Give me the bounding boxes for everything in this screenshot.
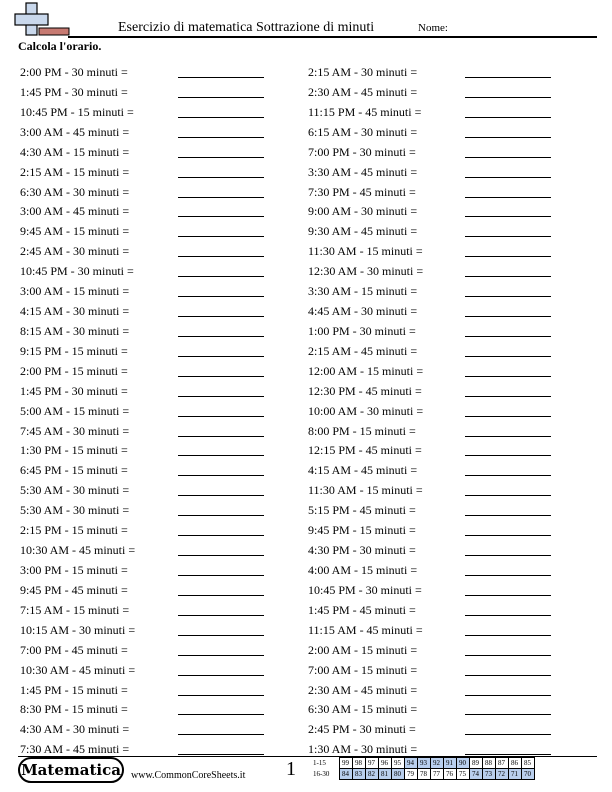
answer-line[interactable]: [465, 216, 551, 217]
problem-text: 9:45 AM - 15 minuti =: [20, 224, 130, 239]
answer-line[interactable]: [465, 137, 551, 138]
answer-key-row: [313, 769, 534, 780]
answer-line[interactable]: [465, 157, 551, 158]
answer-line[interactable]: [465, 734, 551, 735]
problem-text: 11:30 AM - 15 minuti =: [308, 244, 423, 259]
answer-line[interactable]: [178, 734, 264, 735]
answer-line[interactable]: [178, 276, 264, 277]
answer-key-score: 98: [352, 758, 365, 769]
problem-text: 2:45 PM - 30 minuti =: [308, 722, 416, 737]
answer-line[interactable]: [178, 137, 264, 138]
answer-line[interactable]: [178, 695, 264, 696]
answer-key-range: 16-30: [313, 770, 330, 778]
problem-text: 9:45 PM - 45 minuti =: [20, 582, 128, 597]
answer-line[interactable]: [465, 77, 551, 78]
answer-line[interactable]: [465, 296, 551, 297]
plus-minus-logo-icon: [14, 2, 70, 36]
answer-line[interactable]: [465, 455, 551, 456]
answer-line[interactable]: [465, 97, 551, 98]
answer-line[interactable]: [178, 216, 264, 217]
answer-line[interactable]: [178, 197, 264, 198]
problem-text: 12:15 PM - 45 minuti =: [308, 443, 422, 458]
problem-text: 9:30 AM - 45 minuti =: [308, 224, 418, 239]
answer-line[interactable]: [178, 117, 264, 118]
answer-key-score: 96: [378, 758, 391, 769]
problem-text: 9:45 PM - 15 minuti =: [308, 523, 416, 538]
header-divider: [68, 36, 597, 38]
answer-line[interactable]: [465, 575, 551, 576]
answer-line[interactable]: [465, 236, 551, 237]
answer-line[interactable]: [465, 316, 551, 317]
name-label: Nome:: [418, 22, 448, 34]
problem-text: 3:00 AM - 15 minuti =: [20, 284, 130, 299]
answer-line[interactable]: [465, 555, 551, 556]
answer-key-score: 73: [482, 769, 495, 780]
problem-text: 7:00 PM - 30 minuti =: [308, 144, 416, 159]
answer-line[interactable]: [178, 256, 264, 257]
problem-text: 1:45 PM - 30 minuti =: [20, 84, 128, 99]
answer-key-range: 1-15: [313, 759, 326, 767]
answer-line[interactable]: [465, 197, 551, 198]
answer-line[interactable]: [465, 495, 551, 496]
answer-line[interactable]: [465, 655, 551, 656]
site-url: www.CommonCoreSheets.it: [131, 770, 246, 781]
answer-line[interactable]: [178, 555, 264, 556]
problem-text: 5:00 AM - 15 minuti =: [20, 403, 130, 418]
problem-text: 1:30 PM - 15 minuti =: [20, 443, 128, 458]
problem-text: 6:15 AM - 30 minuti =: [308, 124, 418, 139]
problem-text: 7:45 AM - 30 minuti =: [20, 423, 130, 438]
problem-text: 1:30 AM - 30 minuti =: [308, 742, 418, 757]
answer-key-score: 75: [456, 769, 469, 780]
problem-text: 6:30 AM - 15 minuti =: [308, 702, 418, 717]
answer-line[interactable]: [465, 336, 551, 337]
answer-key-score: 87: [495, 758, 508, 769]
answer-key-score: 93: [417, 758, 430, 769]
answer-line[interactable]: [465, 416, 551, 417]
answer-key-score: 71: [508, 769, 521, 780]
answer-line[interactable]: [465, 436, 551, 437]
answer-key-score: 91: [443, 758, 456, 769]
problem-text: 1:45 PM - 15 minuti =: [20, 682, 128, 697]
problem-text: 12:00 AM - 15 minuti =: [308, 363, 424, 378]
answer-line[interactable]: [178, 714, 264, 715]
problem-text: 3:30 AM - 15 minuti =: [308, 284, 418, 299]
problem-text: 2:15 AM - 15 minuti =: [20, 164, 130, 179]
problem-text: 7:15 AM - 15 minuti =: [20, 602, 130, 617]
problem-text: 4:45 AM - 30 minuti =: [308, 304, 418, 319]
answer-line[interactable]: [465, 256, 551, 257]
answer-line[interactable]: [178, 475, 264, 476]
answer-line[interactable]: [465, 714, 551, 715]
answer-key-score: 85: [521, 758, 534, 769]
answer-key-score: 78: [417, 769, 430, 780]
problem-text: 10:30 AM - 45 minuti =: [20, 543, 136, 558]
answer-line[interactable]: [178, 356, 264, 357]
answer-key-score: 86: [508, 758, 521, 769]
page-title: Esercizio di matematica Sottrazione di minuti: [118, 20, 375, 35]
problem-text: 7:30 AM - 45 minuti =: [20, 742, 130, 757]
problem-text: 9:15 PM - 15 minuti =: [20, 343, 128, 358]
answer-line[interactable]: [178, 396, 264, 397]
problem-text: 4:15 AM - 30 minuti =: [20, 304, 130, 319]
problem-text: 12:30 PM - 45 minuti =: [308, 383, 422, 398]
answer-key-score: 94: [404, 758, 417, 769]
answer-line[interactable]: [178, 655, 264, 656]
problem-text: 2:45 AM - 30 minuti =: [20, 244, 130, 259]
problem-text: 3:00 PM - 15 minuti =: [20, 563, 128, 577]
answer-line[interactable]: [178, 455, 264, 456]
problem-text: 5:15 PM - 45 minuti =: [308, 503, 416, 518]
answer-key-score: 84: [339, 769, 352, 780]
problem-text: 2:00 AM - 15 minuti =: [308, 642, 418, 657]
answer-line[interactable]: [178, 97, 264, 98]
problem-text: 5:30 AM - 30 minuti =: [20, 483, 130, 498]
answer-line[interactable]: [178, 316, 264, 317]
page-number: 1: [286, 758, 296, 780]
answer-line[interactable]: [465, 396, 551, 397]
answer-line[interactable]: [178, 535, 264, 536]
problem-text: 8:30 PM - 15 minuti =: [20, 702, 128, 717]
problem-text: 4:15 AM - 45 minuti =: [308, 463, 418, 478]
problem-text: 8:00 PM - 15 minuti =: [308, 423, 416, 438]
answer-key-score: 97: [365, 758, 378, 769]
answer-line[interactable]: [465, 635, 551, 636]
answer-line[interactable]: [178, 675, 264, 676]
problem-text: 2:15 PM - 15 minuti =: [20, 523, 128, 538]
answer-key-score: 80: [391, 769, 404, 780]
answer-key-table: [313, 757, 535, 780]
problem-text: 10:45 PM - 30 minuti =: [20, 264, 134, 279]
problem-text: 1:00 PM - 30 minuti =: [308, 323, 416, 338]
answer-key-score: 89: [469, 758, 482, 769]
answer-line[interactable]: [465, 475, 551, 476]
problem-text: 2:30 AM - 45 minuti =: [308, 84, 418, 99]
answer-line[interactable]: [465, 515, 551, 516]
problem-text: 6:45 PM - 15 minuti =: [20, 463, 128, 478]
problem-text: 11:15 PM - 45 minuti =: [308, 104, 422, 119]
problem-text: 10:15 AM - 30 minuti =: [20, 622, 136, 637]
answer-key-score: 74: [469, 769, 482, 780]
answer-line[interactable]: [178, 595, 264, 596]
answer-line[interactable]: [465, 595, 551, 596]
problem-text: 3:00 AM - 45 minuti =: [20, 204, 130, 219]
problem-text: 10:30 AM - 45 minuti =: [20, 662, 136, 677]
answer-key-score: 92: [430, 758, 443, 769]
problem-text: 2:15 AM - 45 minuti =: [308, 343, 418, 358]
answer-line[interactable]: [178, 77, 264, 78]
answer-line[interactable]: [178, 635, 264, 636]
answer-line[interactable]: [178, 177, 264, 178]
answer-key-score: 82: [365, 769, 378, 780]
problem-text: 11:15 AM - 45 minuti =: [308, 622, 423, 637]
answer-line[interactable]: [178, 436, 264, 437]
problem-text: 2:30 AM - 45 minuti =: [308, 682, 418, 697]
answer-line[interactable]: [178, 296, 264, 297]
problem-text: 12:30 AM - 30 minuti =: [308, 264, 424, 279]
problem-text: 9:00 AM - 30 minuti =: [308, 204, 418, 219]
answer-line[interactable]: [178, 376, 264, 377]
problem-text: 7:00 AM - 15 minuti =: [308, 662, 418, 677]
problem-text: 1:45 PM - 30 minuti =: [20, 383, 128, 398]
answer-line[interactable]: [465, 177, 551, 178]
answer-key-score: 77: [430, 769, 443, 780]
answer-line[interactable]: [178, 495, 264, 496]
answer-line[interactable]: [465, 276, 551, 277]
answer-key-score: 72: [495, 769, 508, 780]
problem-text: 3:30 AM - 45 minuti =: [308, 164, 418, 179]
answer-line[interactable]: [178, 236, 264, 237]
answer-key-score: 88: [482, 758, 495, 769]
problem-text: 8:15 AM - 30 minuti =: [20, 323, 130, 338]
problem-text: 2:00 PM - 30 minuti =: [20, 65, 128, 79]
problem-text: 2:15 AM - 30 minuti =: [308, 65, 418, 79]
answer-key-score: 99: [339, 758, 352, 769]
answer-line[interactable]: [465, 356, 551, 357]
answer-line[interactable]: [178, 615, 264, 616]
answer-key-score: 83: [352, 769, 365, 780]
answer-key-row: [313, 758, 534, 769]
problem-text: 4:30 AM - 30 minuti =: [20, 722, 130, 737]
problem-text: 3:00 AM - 45 minuti =: [20, 124, 130, 139]
problem-text: 6:30 AM - 30 minuti =: [20, 184, 130, 199]
problem-text: 10:45 PM - 15 minuti =: [20, 104, 134, 119]
answer-line[interactable]: [465, 117, 551, 118]
answer-line[interactable]: [465, 615, 551, 616]
answer-line[interactable]: [465, 695, 551, 696]
problem-text: 11:30 AM - 15 minuti =: [308, 483, 423, 498]
answer-key-score: 81: [378, 769, 391, 780]
problem-text: 5:30 AM - 30 minuti =: [20, 503, 130, 518]
instructions: Calcola l'orario.: [18, 39, 102, 53]
answer-key-score: 70: [521, 769, 534, 780]
answer-key-score: 95: [391, 758, 404, 769]
problem-text: 4:30 PM - 30 minuti =: [308, 543, 416, 558]
answer-line[interactable]: [178, 416, 264, 417]
answer-line[interactable]: [178, 157, 264, 158]
answer-line[interactable]: [178, 336, 264, 337]
problem-text: 7:30 PM - 45 minuti =: [308, 184, 416, 199]
problem-text: 7:00 PM - 45 minuti =: [20, 642, 128, 657]
answer-key-score: 79: [404, 769, 417, 780]
brand-badge: Matematica: [18, 757, 124, 783]
answer-line[interactable]: [465, 675, 551, 676]
problem-text: 4:00 AM - 15 minuti =: [308, 563, 418, 577]
problem-text: 2:00 PM - 15 minuti =: [20, 363, 128, 378]
problem-text: 10:45 PM - 30 minuti =: [308, 582, 422, 597]
problem-text: 1:45 PM - 45 minuti =: [308, 602, 416, 617]
problem-text: 10:00 AM - 30 minuti =: [308, 403, 424, 418]
answer-line[interactable]: [178, 515, 264, 516]
answer-key-score: 90: [456, 758, 469, 769]
answer-line[interactable]: [178, 575, 264, 576]
answer-key-score: 76: [443, 769, 456, 780]
answer-line[interactable]: [465, 535, 551, 536]
problem-text: 4:30 AM - 15 minuti =: [20, 144, 130, 159]
answer-line[interactable]: [465, 376, 551, 377]
